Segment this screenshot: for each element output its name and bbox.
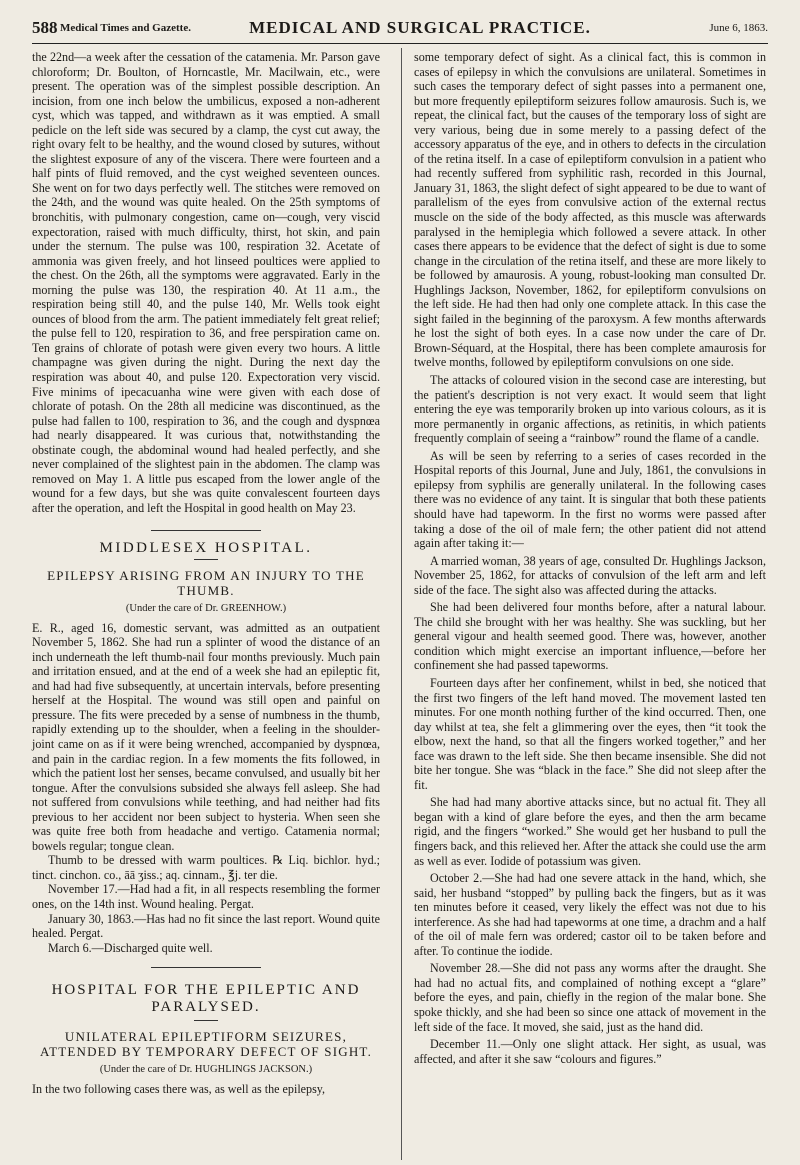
paragraph: the 22nd—a week after the cessation of the catamenia. Mr. Parson gave chloroform; Dr. Boulton, of Horncastle, Mr. Macilwain, etc., were present. The operation was of the simplest possible description. An incision, from one inch below the umbilicus, exposed a non-adherent cyst, which was tapped, and withdrawn as it was emptied. A small pedicle on the left side was secured by a clamp, the cyst cut away, the right ovary felt to be healthy, and the wound closed by sutures, without the slightest exposure of any of the viscera. There were fourteen and a half pints of fluid removed, and the cyst weighed seventeen ounces. She went on for two days perfectly well. The stitches were removed on the 24th, and the wound was quite healed. On the 25th symptoms of bronchitis, with pulmonary congestion, came on—cough, very viscid expectoration, raised with much difficulty, thirst, hot skin, and pain under the sternum. The pulse was 100, respiration 32. Acetate of ammonia was given freely, and hot linseed poultices were applied to the chest. On the 26th, all the symptoms were aggravated. Early in the morning the pulse was 130, the respiration 40. At 11 a.m., the respiration being still 40, and the pulse 140, Mr. Wells took eight ounces of blood from the arm. The patient immediately felt great relief; the pulse fell to 120, respiration to 36, and free perspiration came on. Ten grains of chlorate of potash were given every two hours. A little champagne was given during the night. During the next day the respiration was about 40, and pulse 120. Expectoration very viscid. Five minims of ipecacuanha wine were given with each dose of chlorate of potash. On the 28th all medicine was discontinued, as the pulse had fallen to 100, respiration to 36, and the cough and dyspnœa had nearly disappeared. It was curious that, notwithstanding the obstinate cough, the abdominal wound had healed perfectly, and she never complained of the slightest pain in the abdomen. The clamp was removed on May 1. A little pus escaped from the lower angle of the wound for a few days, but she was quite convalescent fourteen days after the operation, and left the Hospital in good health on May 23. — [32, 50, 380, 515]
paragraph: December 11.—Only one slight attack. Her sight, as usual, was affected, and after it she saw “colours and figures.” — [414, 1037, 766, 1066]
page-number: 588 — [32, 18, 58, 37]
issue-date: June 6, 1863. — [709, 22, 768, 34]
case-attribution: (Under the care of Dr. HUGHLINGS JACKSON.) — [99, 1064, 313, 1076]
paragraph: She had had many abortive attacks since, but no actual fit. They all began with a kind of glare before the eyes, and then the arm became rigid, and the fingers “worked.” She would get her husband to pull the fingers back, and this relieved her. After the attack she could use the arm as well as ever. Iodide of potassium was given. — [414, 795, 766, 868]
column-divider — [401, 48, 402, 1160]
heading-rule — [194, 559, 218, 560]
paragraph: January 30, 1863.—Has had no fit since the last report. Wound quite healed. Pergat. — [32, 911, 380, 941]
paragraph: November 28.—She did not pass any worms after the draught. She had had no actual fits, and complained of nothing except a “glare” before the eyes, and pain, chiefly in the region of the malar bone. She spoke thickly, and she had been so since one attack of movement in the left side of the face. It moved, she said, just as the hand did. — [414, 961, 766, 1034]
page-header — [32, 18, 768, 40]
running-title: MEDICAL AND SURGICAL PRACTICE. — [249, 18, 591, 37]
paragraph: some temporary defect of sight. As a clinical fact, this is common in cases of epilepsy in which the convulsions are unilateral. Sometimes in such cases the temporary defect of sight passes into a permanent one, but more frequently epileptiform seizures follow amaurosis. Such is, we repeat, the clinical fact, but the causes of the temporary loss of sight are very various, being due in some merely to a passing defect of the accessory apparatus of the eye, and in others to defects in the circulation of the retina itself. In a case of epileptiform convulsion in a patient who had recently suffered from syphilitic rash, recorded in this Journal, January 31, 1863, the slight defect of sight appeared to be due to want of parallelism of the eyes from convulsive action of the external rectus muscle on the side of the body affected, as this muscle was afterwards paralysed in the hemiplegia which followed a severe attack. In other cases there appears to be evidence that the defect of sight is due to some change in the circulation of the retina itself, and these are more likely to be followed by amaurosis. A young, robust-looking man consulted Dr. Hughlings Jackson, November, 1862, for epileptiform convulsions on the left side. He had then had only one complete attack. In this case the sight failed in the beginning of the paroxysm. A few months afterwards he lost the sight of both eyes. In a case now under the care of Dr. Brown-Séquard, at the Hospital, there has been complete amaurosis for twelve months, followed by epileptiform convulsions on one side. — [414, 50, 766, 370]
section-heading-hospital-line2: PARALYSED. — [151, 999, 261, 1016]
paragraph: The attacks of coloured vision in the second case are interesting, but the patient's description is not very exact. It would seem that light entering the eye was temporarily broken up into various colours, as it is more permanently in organic affections, as retinitis, in which patients frequently complain of seeing a “rainbow” round the flame of a candle. — [414, 373, 766, 446]
paragraph: November 17.—Had had a fit, in all respects resembling the former ones, on the 14th inst. Wound healing. Pergat. — [32, 882, 380, 911]
paragraph: She had been delivered four months before, after a natural labour. The child she brought with her was healthy. She was suckling, but her general vigour and health seemed good. There was, however, another condition which might exercise an important influence,—before her confinement she had passed tapeworms. — [414, 600, 766, 673]
paragraph: March 6.—Discharged quite well. — [48, 940, 213, 955]
paragraph: Thumb to be dressed with warm poultices. ℞ Liq. bichlor. hyd.; tinct. cinchon. co., āā ʒiss.; aq. cinnam., ℥j. ter die. — [32, 853, 380, 882]
section-heading-middlesex: MIDDLESEX HOSPITAL. — [99, 539, 313, 556]
heading-rule — [194, 1020, 218, 1021]
paragraph: October 2.—She had had one severe attack in the hand, which, she said, her husband “stopped” by pulling back the fingers, but as it was ten minutes before it ceased, very likely the effect was not due to his interference. As she had had tapeworms at one time, a drachm and a half of the oil of male fern was ordered; castor oil to be taken before and after. To continue the iodide. — [414, 871, 766, 958]
case-attribution: (Under the care of Dr. GREENHOW.) — [125, 603, 287, 615]
section-rule — [151, 967, 261, 968]
journal-name: Medical Times and Gazette. — [60, 22, 191, 34]
paragraph: Fourteen days after her confinement, whilst in bed, she noticed that the first two fingers of the left hand moved. The movement lasted ten minutes. For one month nothing further of the kind occurred. Then, one day whilst at tea, she felt a glimmering over the eyes, then “it took the elbow, next the hand, so that all the fingers worked together,” and her face was drawn to the left side. She then became insensible. She did not bite her tongue. She was “black in the face.” She did not sleep after the fit. — [414, 675, 766, 792]
header-rule — [32, 43, 768, 44]
section-rule — [151, 530, 261, 531]
case-title: EPILEPSY ARISING FROM AN INJURY TO THE THUMB. — [47, 568, 365, 599]
left-column — [32, 50, 380, 1096]
section-heading-hospital-line1: HOSPITAL FOR THE EPILEPTIC AND — [51, 982, 361, 999]
right-column — [414, 50, 766, 1066]
paragraph: As will be seen by referring to a series of cases recorded in the Hospital reports of this Journal, June and July, 1861, the convulsions in epilepsy from syphilis are generally unilateral. In the following cases there was no evidence of any taint. It is singular that both these patients should have had tapeworm. In the first no worms were passed after taking a dose of the oil of male fern; the other patient did not attend again after taking it:— — [414, 448, 766, 551]
paragraph: E. R., aged 16, domestic servant, was admitted as an outpatient November 5, 1862. She had run a splinter of wood the distance of an inch underneath the left thumb-nail four months previously. Much pain and irritation ensued, and at the end of a week she had an epileptic fit, and had had five subsequently, at uncertain intervals, before presenting herself at the Hospital. The wound was still open and painful on pressure. The fits were preceded by a sense of numbness in the thumb, rapidly extending up to the shoulder, when a feeling in the shoulder-joint came on as if it were being wrenched, accompanied by dyspnœa, and pain in the cardiac region. In a few moments the fits followed, in which the patient lost her senses, became convulsed, and usually bit her tongue. After the convulsions subsided she always fell asleep. She had not suffered from convulsions while teething, and had neither had fits previous to her accident nor been subject to hysteria. When seen she was quite free both from headache and vertigo. Catamenia normal; bowels regular; tongue clean. — [32, 620, 380, 853]
case-title: UNILATERAL EPILEPTIFORM SEIZURES, ATTENDED BY TEMPORARY DEFECT OF SIGHT. — [39, 1029, 373, 1060]
paragraph: In the two following cases there was, as well as the epilepsy, — [32, 1081, 326, 1096]
paragraph: A married woman, 38 years of age, consulted Dr. Hughlings Jackson, November 25, 1862, for attacks of convulsion of the left arm and left side of the face. The sight also was affected during the attacks. — [414, 553, 766, 597]
